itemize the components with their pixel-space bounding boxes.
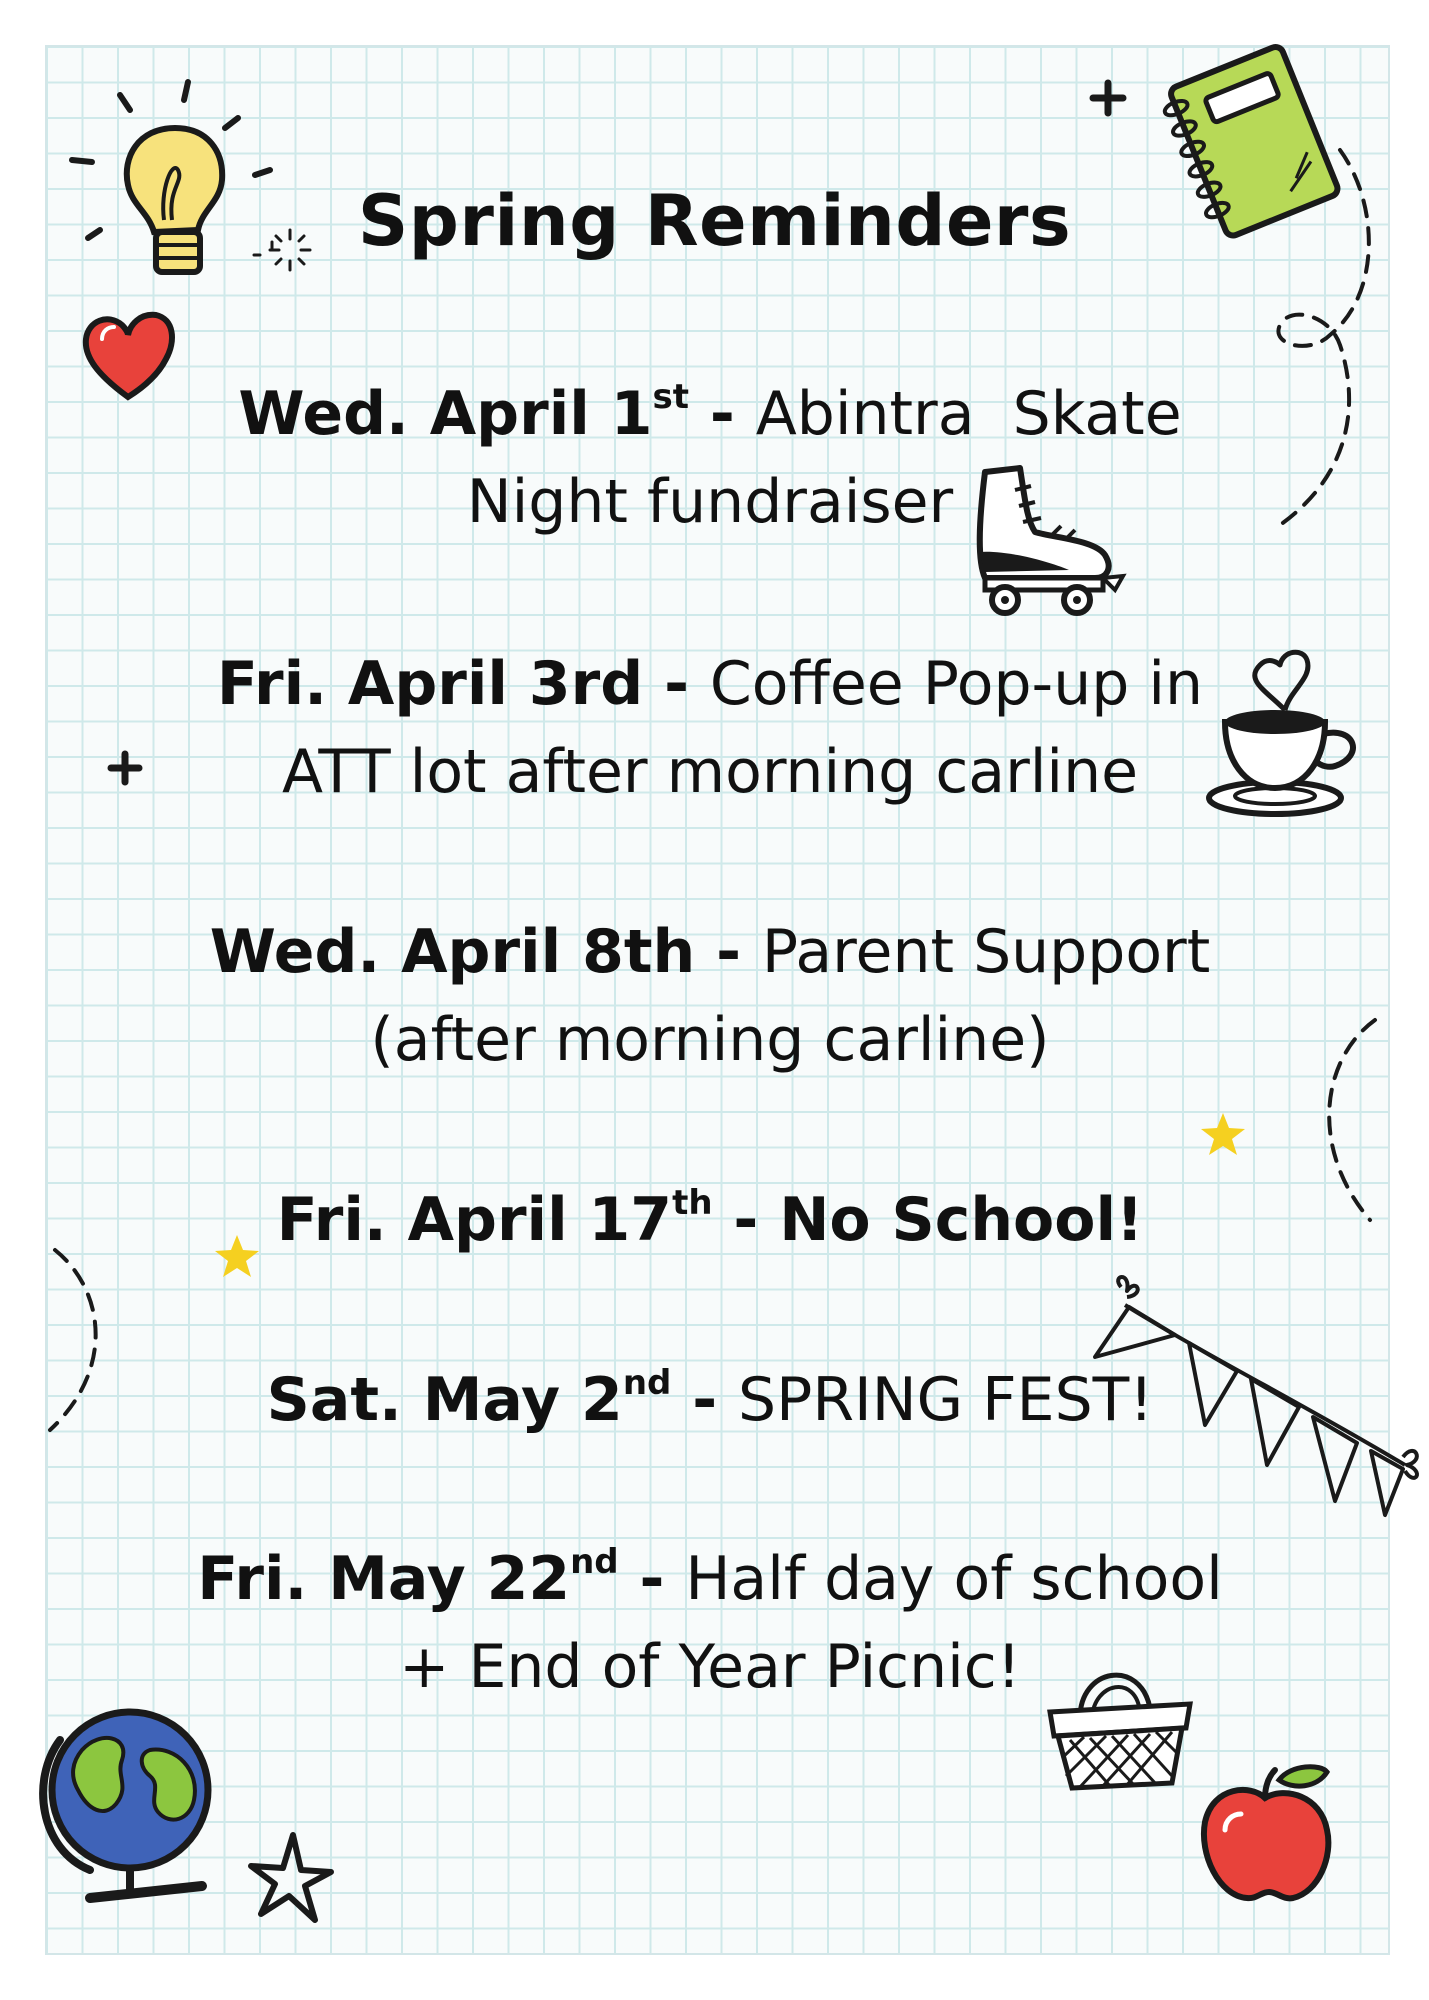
event-description: Coffee Pop-up in: [709, 649, 1204, 719]
globe-icon: [30, 1680, 230, 1910]
apple-icon: [1195, 1758, 1345, 1908]
event-description: No School!: [779, 1185, 1144, 1255]
event-half-day-picnic: [180, 1535, 1240, 1711]
event-date: Fri. April 3rd -: [216, 649, 710, 719]
star-icon: [1198, 1110, 1248, 1160]
event-no-school: [180, 1176, 1240, 1264]
dashed-arc-icon: [45, 1240, 115, 1440]
event-description: Abintra Skate: [755, 379, 1182, 449]
plus-icon: [1088, 78, 1128, 118]
star-outline-icon: [245, 1830, 335, 1925]
heart-icon: [78, 305, 178, 405]
plus-icon: [105, 748, 145, 788]
event-description: Night fundraiser: [466, 467, 954, 537]
event-description: + End of Year Picnic!: [399, 1632, 1021, 1702]
event-description: Half day of school: [685, 1544, 1223, 1614]
event-spring-fest: [180, 1356, 1240, 1444]
event-description: (after morning carline): [370, 1005, 1050, 1075]
event-date: Wed. April 1st -: [238, 377, 756, 449]
event-description: ATT lot after morning carline: [281, 737, 1139, 807]
event-date: Wed. April 8th -: [209, 917, 762, 987]
event-skate-night: [180, 370, 1240, 546]
event-date: Sat. May 2nd -: [266, 1363, 739, 1435]
event-coffee-popup: [180, 640, 1240, 816]
page-title: Spring Reminders: [357, 180, 1072, 262]
dashed-arc-icon: [1300, 1010, 1390, 1240]
event-parent-support: [180, 908, 1240, 1084]
event-description: Parent Support: [761, 917, 1211, 987]
event-date: Fri. May 22nd -: [197, 1542, 686, 1614]
event-date: Fri. April 17th -: [276, 1183, 780, 1255]
event-description: SPRING FEST!: [738, 1365, 1154, 1435]
